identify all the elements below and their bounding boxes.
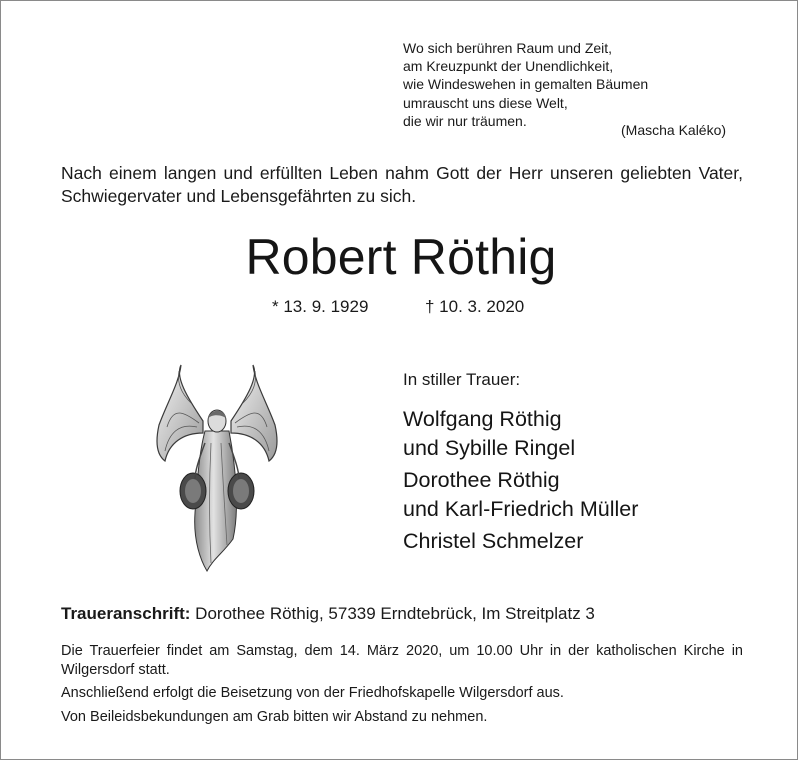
intro-text: Nach einem langen und erfüllten Leben nahm Gott der Herr unseren geliebten Vater, Schwiegervater und Lebensgefährten zu sich. bbox=[61, 163, 743, 206]
mourning-intro: In stiller Trauer: bbox=[403, 370, 521, 389]
mourning-address bbox=[61, 604, 595, 624]
mourner-name: Dorothee Röthig bbox=[403, 468, 560, 492]
poem-line: Wo sich berühren Raum und Zeit, bbox=[403, 40, 613, 56]
mourner-group bbox=[403, 527, 583, 556]
mourner-group bbox=[403, 405, 575, 463]
poem bbox=[403, 39, 648, 130]
mourner-group bbox=[403, 466, 638, 524]
burial-notice: Anschließend erfolgt die Beisetzung von der Friedhofskapelle Wilgersdorf aus. bbox=[61, 685, 564, 701]
birth-date: * 13. 9. 1929 bbox=[272, 297, 369, 316]
poem-author: (Mascha Kaléko) bbox=[621, 122, 727, 138]
angel-icon bbox=[153, 363, 281, 573]
mourner-name: Wolfgang Röthig bbox=[403, 407, 562, 431]
address-label: Traueranschrift: bbox=[61, 604, 191, 623]
deceased-name: Robert Röthig bbox=[245, 229, 557, 285]
poem-line: die wir nur träumen. bbox=[403, 112, 527, 129]
condolence-notice: Von Beileidsbekundungen am Grab bitten wir Abstand zu nehmen. bbox=[61, 709, 488, 725]
poem-line: wie Windeswehen in gemalten Bäumen bbox=[403, 76, 649, 93]
address-value: Dorothee Röthig, 57339 Erndtebrück, Im Streitplatz 3 bbox=[195, 604, 595, 623]
poem-line: am Kreuzpunkt der Unendlichkeit, bbox=[403, 58, 614, 75]
mourner-name: Christel Schmelzer bbox=[403, 529, 584, 553]
death-date: † 10. 3. 2020 bbox=[425, 297, 525, 316]
mourner-name: und Sybille Ringel bbox=[403, 436, 576, 460]
poem-line: umrauscht uns diese Welt, bbox=[403, 94, 568, 111]
funeral-notice: Die Trauerfeier findet am Samstag, dem 14. März 2020, um 10.00 Uhr in der katholischen Kirche in Wilgersdorf statt. bbox=[61, 643, 743, 678]
mourner-name: und Karl-Friedrich Müller bbox=[403, 497, 639, 521]
